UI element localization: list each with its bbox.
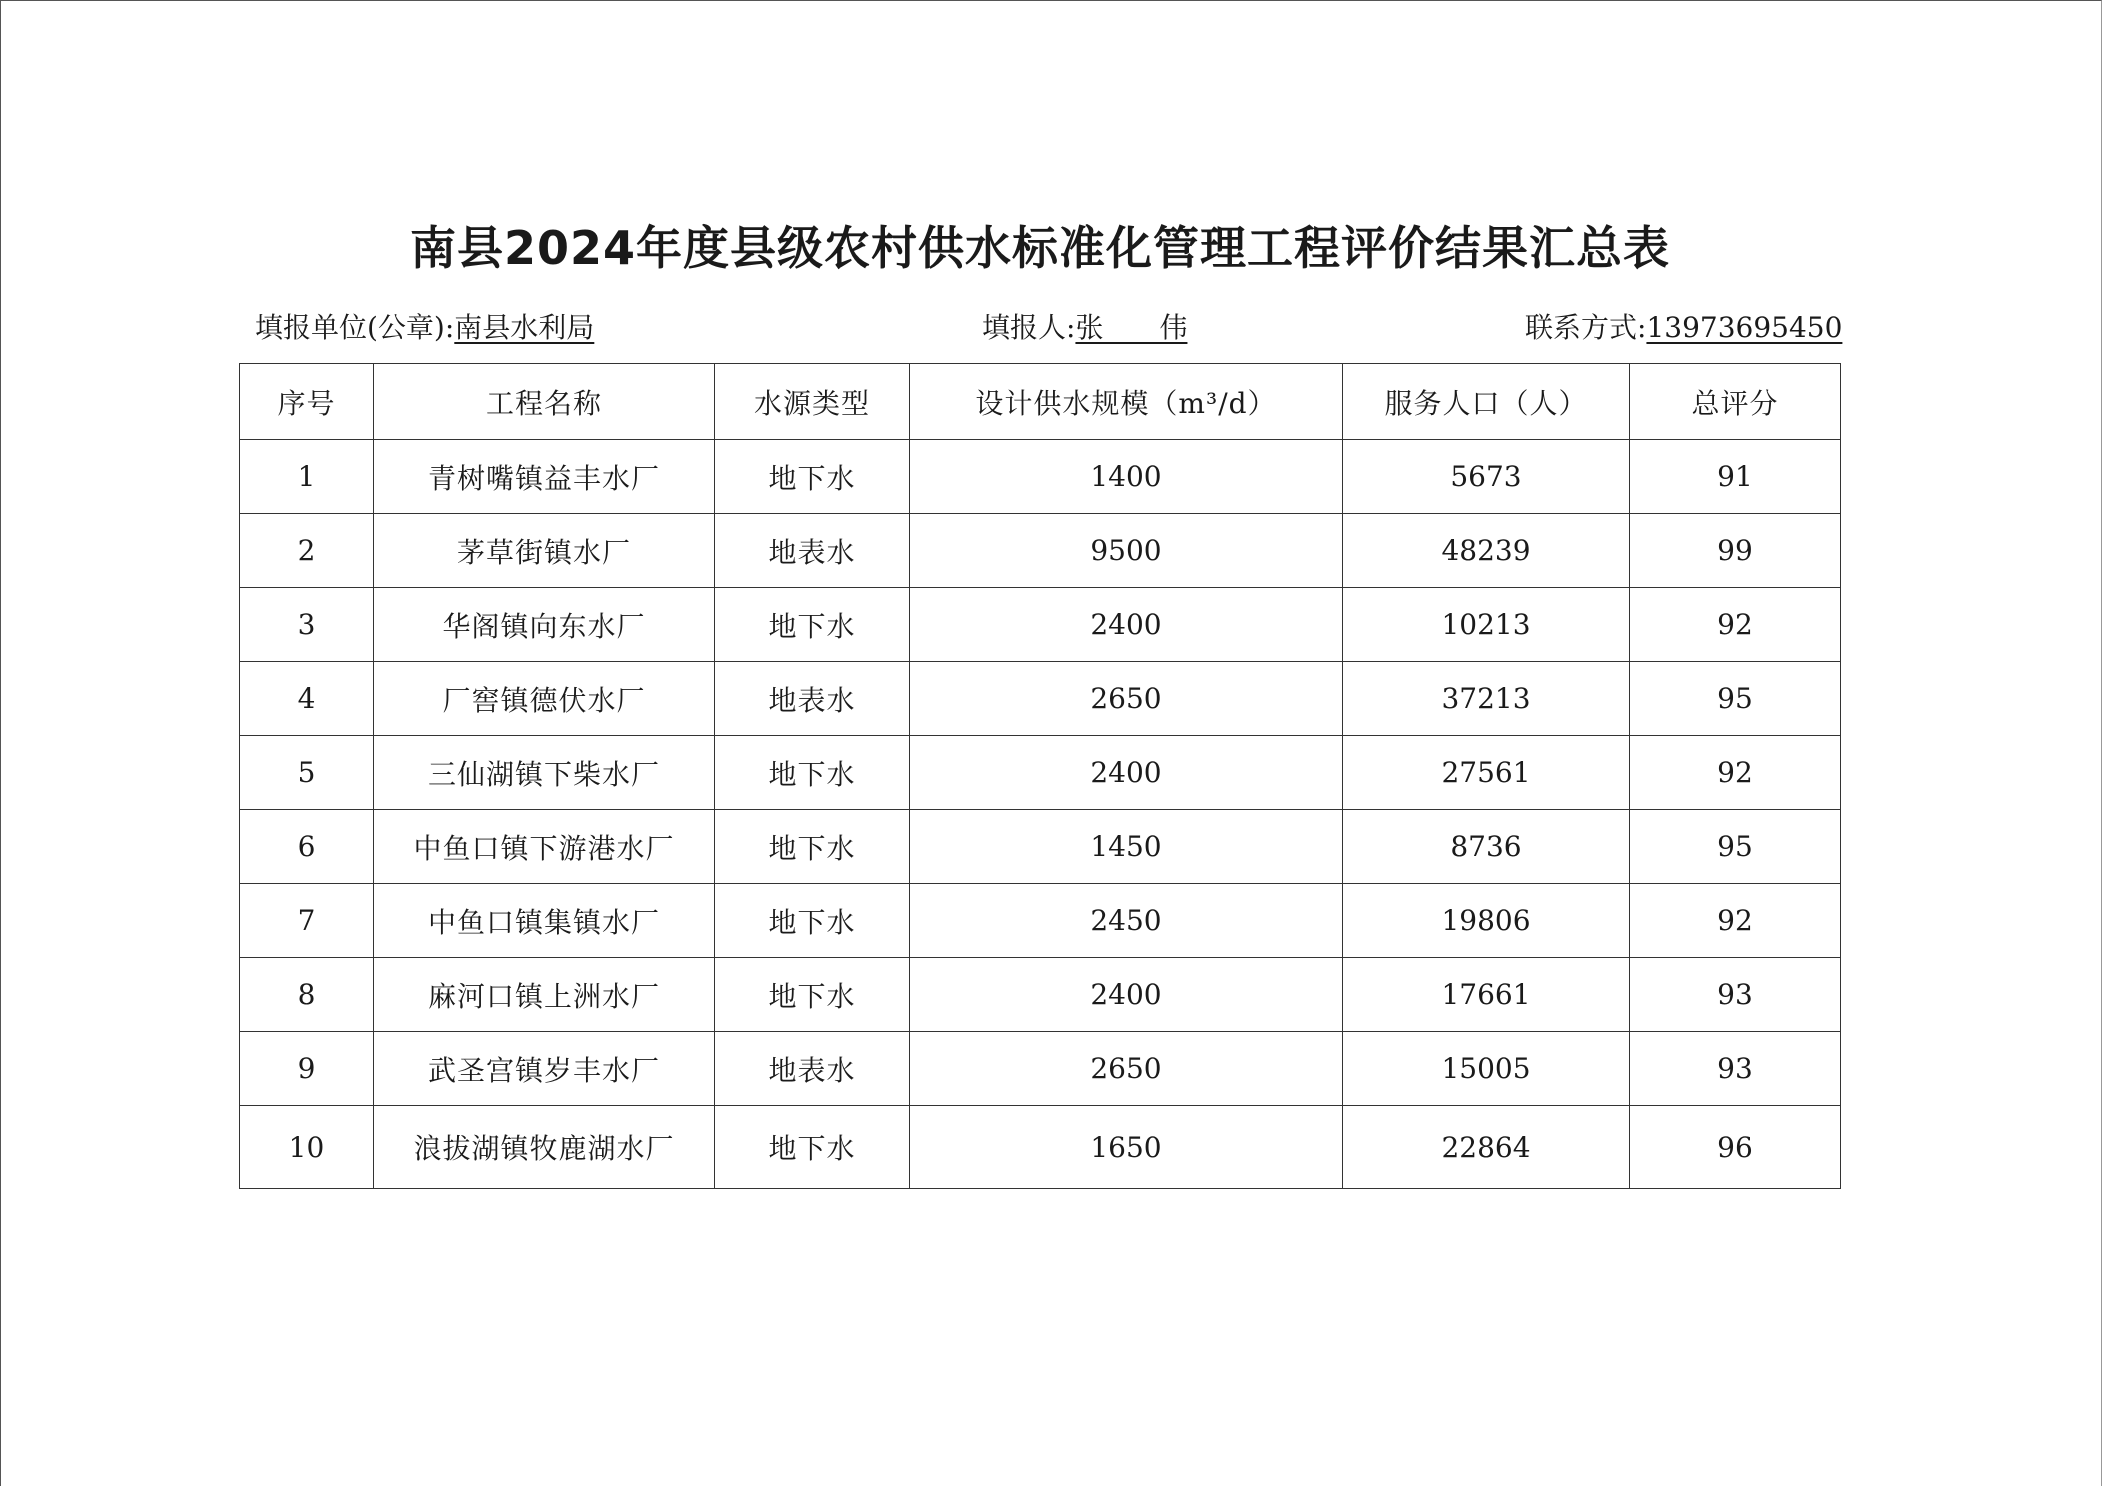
reporter [982,308,1187,348]
reporting-unit-value: 南县水利局 [454,311,595,344]
reporting-unit [255,308,594,348]
table-row [240,514,1841,588]
cell-project-name: 茅草街镇水厂 [374,514,715,588]
cell-service-population: 8736 [1343,810,1630,884]
cell-project-name: 中鱼口镇集镇水厂 [374,884,715,958]
cell-total-score: 92 [1630,588,1841,662]
cell-water-source-type: 地下水 [715,810,910,884]
cell-service-population: 17661 [1343,958,1630,1032]
cell-design-capacity: 1400 [910,440,1343,514]
cell-project-name: 浪拔湖镇牧鹿湖水厂 [374,1106,715,1189]
cell-total-score: 91 [1630,440,1841,514]
table-row [240,736,1841,810]
cell-project-name: 武圣宫镇岁丰水厂 [374,1032,715,1106]
cell-water-source-type: 地表水 [715,1032,910,1106]
cell-water-source-type: 地表水 [715,514,910,588]
cell-project-name: 三仙湖镇下柴水厂 [374,736,715,810]
cell-service-population: 19806 [1343,884,1630,958]
cell-serial-number: 9 [240,1032,374,1106]
cell-design-capacity: 2650 [910,1032,1343,1106]
contact-label: 联系方式: [1525,311,1647,344]
header-water-source-type: 水源类型 [715,364,910,440]
header-total-score: 总评分 [1630,364,1841,440]
cell-total-score: 92 [1630,884,1841,958]
table-row [240,810,1841,884]
cell-project-name: 厂窖镇德伏水厂 [374,662,715,736]
cell-serial-number: 6 [240,810,374,884]
cell-serial-number: 4 [240,662,374,736]
cell-serial-number: 8 [240,958,374,1032]
cell-serial-number: 1 [240,440,374,514]
cell-design-capacity: 1450 [910,810,1343,884]
table-row [240,662,1841,736]
cell-total-score: 92 [1630,736,1841,810]
cell-service-population: 15005 [1343,1032,1630,1106]
cell-service-population: 48239 [1343,514,1630,588]
cell-design-capacity: 9500 [910,514,1343,588]
contact [1525,308,1842,348]
header-serial-number: 序号 [240,364,374,440]
cell-design-capacity: 2450 [910,884,1343,958]
cell-total-score: 93 [1630,1032,1841,1106]
table-row [240,1106,1841,1189]
cell-service-population: 10213 [1343,588,1630,662]
table-row [240,440,1841,514]
cell-serial-number: 10 [240,1106,374,1189]
header-project-name: 工程名称 [374,364,715,440]
cell-water-source-type: 地表水 [715,662,910,736]
cell-design-capacity: 2650 [910,662,1343,736]
cell-total-score: 95 [1630,662,1841,736]
cell-serial-number: 5 [240,736,374,810]
cell-water-source-type: 地下水 [715,736,910,810]
cell-design-capacity: 2400 [910,958,1343,1032]
header-service-population: 服务人口（人） [1343,364,1630,440]
cell-total-score: 95 [1630,810,1841,884]
cell-design-capacity: 1650 [910,1106,1343,1189]
evaluation-summary-table [239,363,1841,1189]
cell-water-source-type: 地下水 [715,884,910,958]
cell-serial-number: 3 [240,588,374,662]
cell-project-name: 青树嘴镇益丰水厂 [374,440,715,514]
document-title: 南县2024年度县级农村供水标准化管理工程评价结果汇总表 [409,221,1671,275]
cell-total-score: 99 [1630,514,1841,588]
cell-serial-number: 2 [240,514,374,588]
cell-service-population: 22864 [1343,1106,1630,1189]
cell-service-population: 27561 [1343,736,1630,810]
cell-project-name: 麻河口镇上洲水厂 [374,958,715,1032]
reporting-unit-label: 填报单位(公章): [255,311,455,344]
cell-serial-number: 7 [240,884,374,958]
table-row [240,884,1841,958]
cell-water-source-type: 地下水 [715,588,910,662]
cell-water-source-type: 地下水 [715,440,910,514]
cell-water-source-type: 地下水 [715,958,910,1032]
cell-design-capacity: 2400 [910,588,1343,662]
cell-total-score: 96 [1630,1106,1841,1189]
cell-water-source-type: 地下水 [715,1106,910,1189]
table-row [240,588,1841,662]
cell-total-score: 93 [1630,958,1841,1032]
header-design-capacity: 设计供水规模（m³/d） [910,364,1343,440]
table-header-row [240,364,1841,440]
cell-project-name: 华阁镇向东水厂 [374,588,715,662]
reporter-value: 张 伟 [1075,311,1188,344]
cell-service-population: 5673 [1343,440,1630,514]
contact-value: 13973695450 [1646,311,1843,344]
table-row [240,958,1841,1032]
table-row [240,1032,1841,1106]
reporter-label: 填报人: [982,311,1076,344]
cell-service-population: 37213 [1343,662,1630,736]
cell-project-name: 中鱼口镇下游港水厂 [374,810,715,884]
cell-design-capacity: 2400 [910,736,1343,810]
